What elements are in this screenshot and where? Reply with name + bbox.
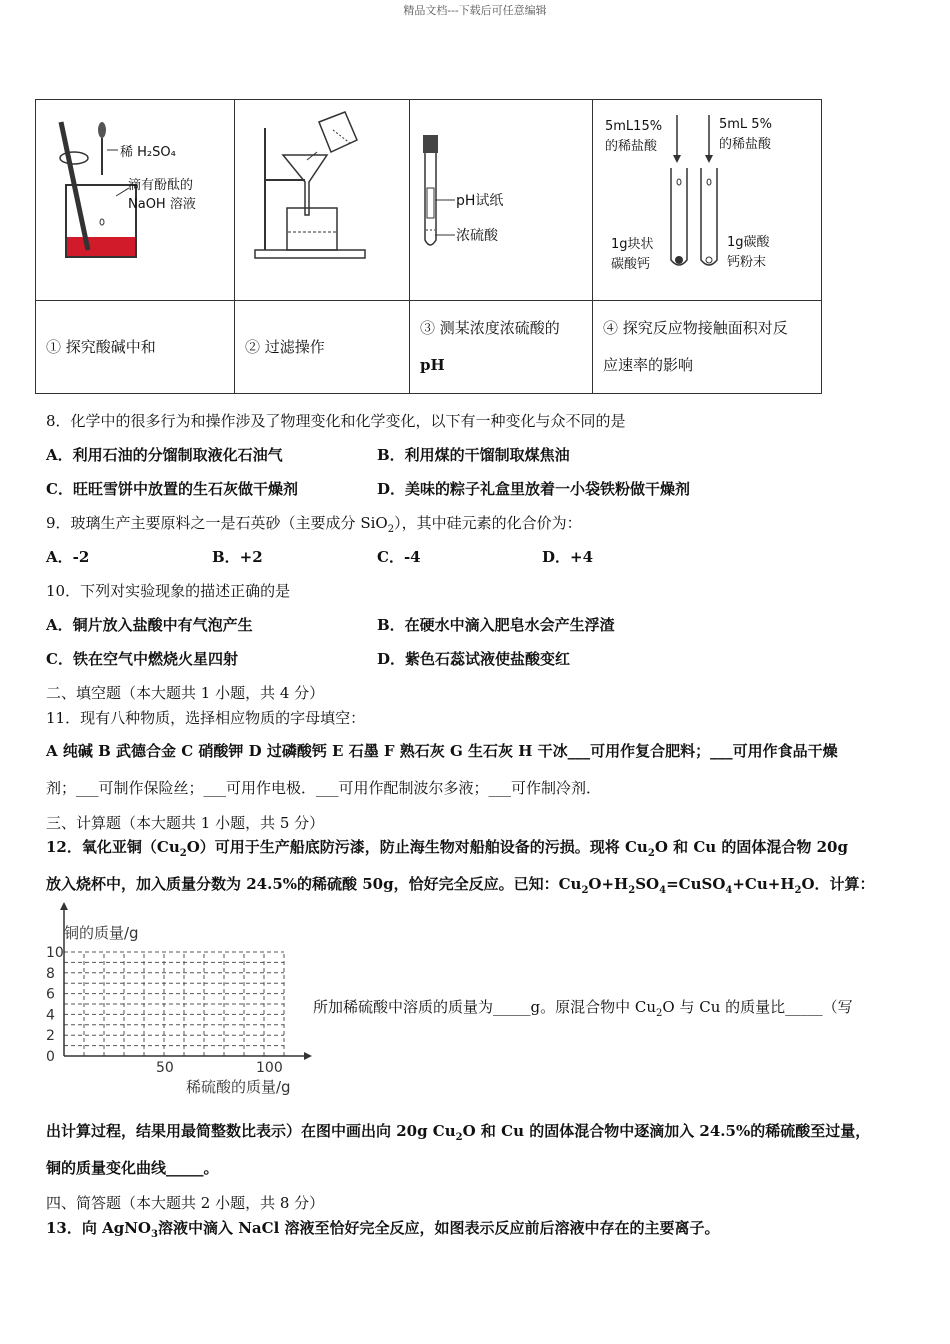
q10-option-a: A．铜片放入盐酸中有气泡产生 bbox=[46, 616, 253, 634]
figure-cell-surface-area bbox=[593, 100, 822, 301]
label-dilute-sulfuric-acid: 稀 H₂SO₄ bbox=[120, 145, 176, 160]
q13-stem: 13．向 AgNO$_3$溶液中滴入 NaCl 溶液至恰好完全反应，如图表示反应前后溶液中存在的主要离子。 bbox=[46, 1219, 720, 1240]
x-axis-label: 稀硫酸的质量/g bbox=[186, 1078, 291, 1096]
y-tick-label: 6 bbox=[46, 986, 55, 1003]
q10-option-d: D．紫色石蕊试液使盐酸变红 bbox=[377, 650, 571, 668]
label-block-caco3-line2: 碳酸钙 bbox=[611, 257, 651, 272]
label-tube2-line2: 的稀盐酸 bbox=[719, 137, 772, 152]
y-tick-label: 10 bbox=[46, 945, 64, 961]
q8-stem: 8．化学中的很多行为和操作涉及了物理变化和化学变化，以下有一种变化与众不同的是 bbox=[46, 412, 626, 430]
label-ph-paper: pH试纸 bbox=[456, 193, 504, 209]
q9-option-d: D．+4 bbox=[542, 548, 594, 566]
surface-area-illustration bbox=[593, 100, 821, 296]
q12-line5: 铜的质量变化曲线_____。 bbox=[46, 1159, 219, 1177]
x-axis-arrow bbox=[304, 1052, 312, 1060]
ph-test-illustration bbox=[410, 100, 592, 296]
q8-option-c: C．旺旺雪饼中放置的生石灰做干燥剂 bbox=[46, 480, 298, 498]
page-header: 精品文档---下载后可任意编辑 bbox=[403, 4, 547, 17]
label-block-caco3-line1: 1g块状 bbox=[611, 237, 654, 252]
caption-1: ① 探究酸碱中和 bbox=[36, 301, 235, 394]
label-powder-caco3-line1: 1g碳酸 bbox=[727, 235, 770, 250]
caption-4: ④ 探究反应物接触面积对反 应速率的影响 bbox=[593, 301, 822, 394]
chart-grid bbox=[64, 952, 284, 1056]
q8-option-d: D．美味的粽子礼盒里放着一小袋铁粉做干燥剂 bbox=[377, 480, 691, 498]
x-tick-label: 100 bbox=[256, 1060, 283, 1076]
q10-option-c: C．铁在空气中燃烧火星四射 bbox=[46, 650, 238, 668]
label-tube1-line2: 的稀盐酸 bbox=[605, 139, 658, 154]
label-conc-sulfuric-acid: 浓硫酸 bbox=[456, 228, 498, 244]
q11-line1: A 纯碱 B 武德合金 C 硝酸钾 D 过磷酸钙 E 石墨 F 熟石灰 G 生石灰 H 干冰___可用作复合肥料；___可用作食品干燥 bbox=[46, 742, 838, 760]
q11-line2: 剂；___可制作保险丝；___可用作电极．___可用作配制波尔多液；___可作制冷剂． bbox=[46, 779, 602, 797]
figure-cell-ph-test bbox=[410, 100, 593, 301]
caption-3: ③ 测某浓度浓硫酸的 pH bbox=[410, 301, 593, 394]
figure-cell-filtration bbox=[235, 100, 410, 301]
section-2-heading: 二、填空题（本大题共 1 小题，共 4 分） bbox=[46, 684, 325, 702]
experiment-figure-table bbox=[35, 99, 822, 394]
q9-option-b: B．+2 bbox=[212, 548, 263, 566]
y-tick-label: 2 bbox=[46, 1028, 55, 1045]
q8-option-a: A．利用石油的分馏制取液化石油气 bbox=[46, 446, 283, 464]
q10-option-b: B．在硬水中滴入肥皂水会产生浮渣 bbox=[377, 616, 615, 634]
neutralization-illustration bbox=[36, 100, 234, 296]
q10-stem: 10．下列对实验现象的描述正确的是 bbox=[46, 582, 291, 600]
label-tube2-line1: 5mL 5% bbox=[719, 117, 772, 132]
figure-cell-neutralization bbox=[36, 100, 235, 301]
y-axis-label: 铜的质量/g bbox=[64, 924, 139, 942]
caption-2: ② 过滤操作 bbox=[235, 301, 410, 394]
section-3-heading: 三、计算题（本大题共 1 小题，共 5 分） bbox=[46, 814, 325, 832]
q8-option-b: B．利用煤的干馏制取煤焦油 bbox=[377, 446, 570, 464]
label-naoh-line1: 滴有酚酞的 bbox=[128, 178, 194, 193]
q12-line1: 12．氧化亚铜$(Cu_2O)$可用于生产船底防污漆，防止海生物对船舶设备的污损。现将 $Cu_2O$ 和 Cu 的固体混合物 20g bbox=[46, 838, 848, 859]
q12-line4: 出计算过程，结果用最简整数比表示）在图中画出向 20g $Cu_2O$ 和 Cu 的固体混合物中逐滴加入 24.5%的稀硫酸至过量， bbox=[46, 1122, 871, 1143]
q12-line2: 放入烧杯中，加入质量分数为 24.5%的稀硫酸 50g，恰好完全反应。已知：$Cu_2O+H_2SO_4=CuSO_4+Cu+H_2O$．计算： bbox=[46, 875, 875, 896]
q9-stem: 9．玻璃生产主要原料之一是石英砂（主要成分 SiO$_2$），其中硅元素的化合价为： bbox=[46, 514, 582, 535]
q9-option-c: C．-4 bbox=[377, 548, 421, 566]
x-tick-label: 50 bbox=[156, 1060, 174, 1076]
filtration-illustration bbox=[235, 100, 409, 296]
q9-option-a: A．-2 bbox=[46, 548, 90, 566]
copper-mass-chart bbox=[40, 900, 315, 1100]
y-tick-label: 0 bbox=[46, 1049, 55, 1065]
y-tick-label: 4 bbox=[46, 1007, 55, 1024]
label-powder-caco3-line2: 钙粉末 bbox=[727, 255, 767, 270]
label-naoh-line2: NaOH 溶液 bbox=[128, 197, 196, 212]
y-tick-label: 8 bbox=[46, 965, 55, 982]
section-4-heading: 四、简答题（本大题共 2 小题，共 8 分） bbox=[46, 1194, 325, 1212]
y-axis-arrow bbox=[60, 902, 68, 910]
label-tube1-line1: 5mL15% bbox=[605, 119, 663, 134]
q12-side-text: 所加稀硫酸中溶质的质量为_____g。原混合物中 $Cu_2O$ 与 Cu 的质量比_____（写 bbox=[313, 998, 853, 1019]
q11-stem: 11．现有八种物质，选择相应物质的字母填空： bbox=[46, 709, 366, 727]
